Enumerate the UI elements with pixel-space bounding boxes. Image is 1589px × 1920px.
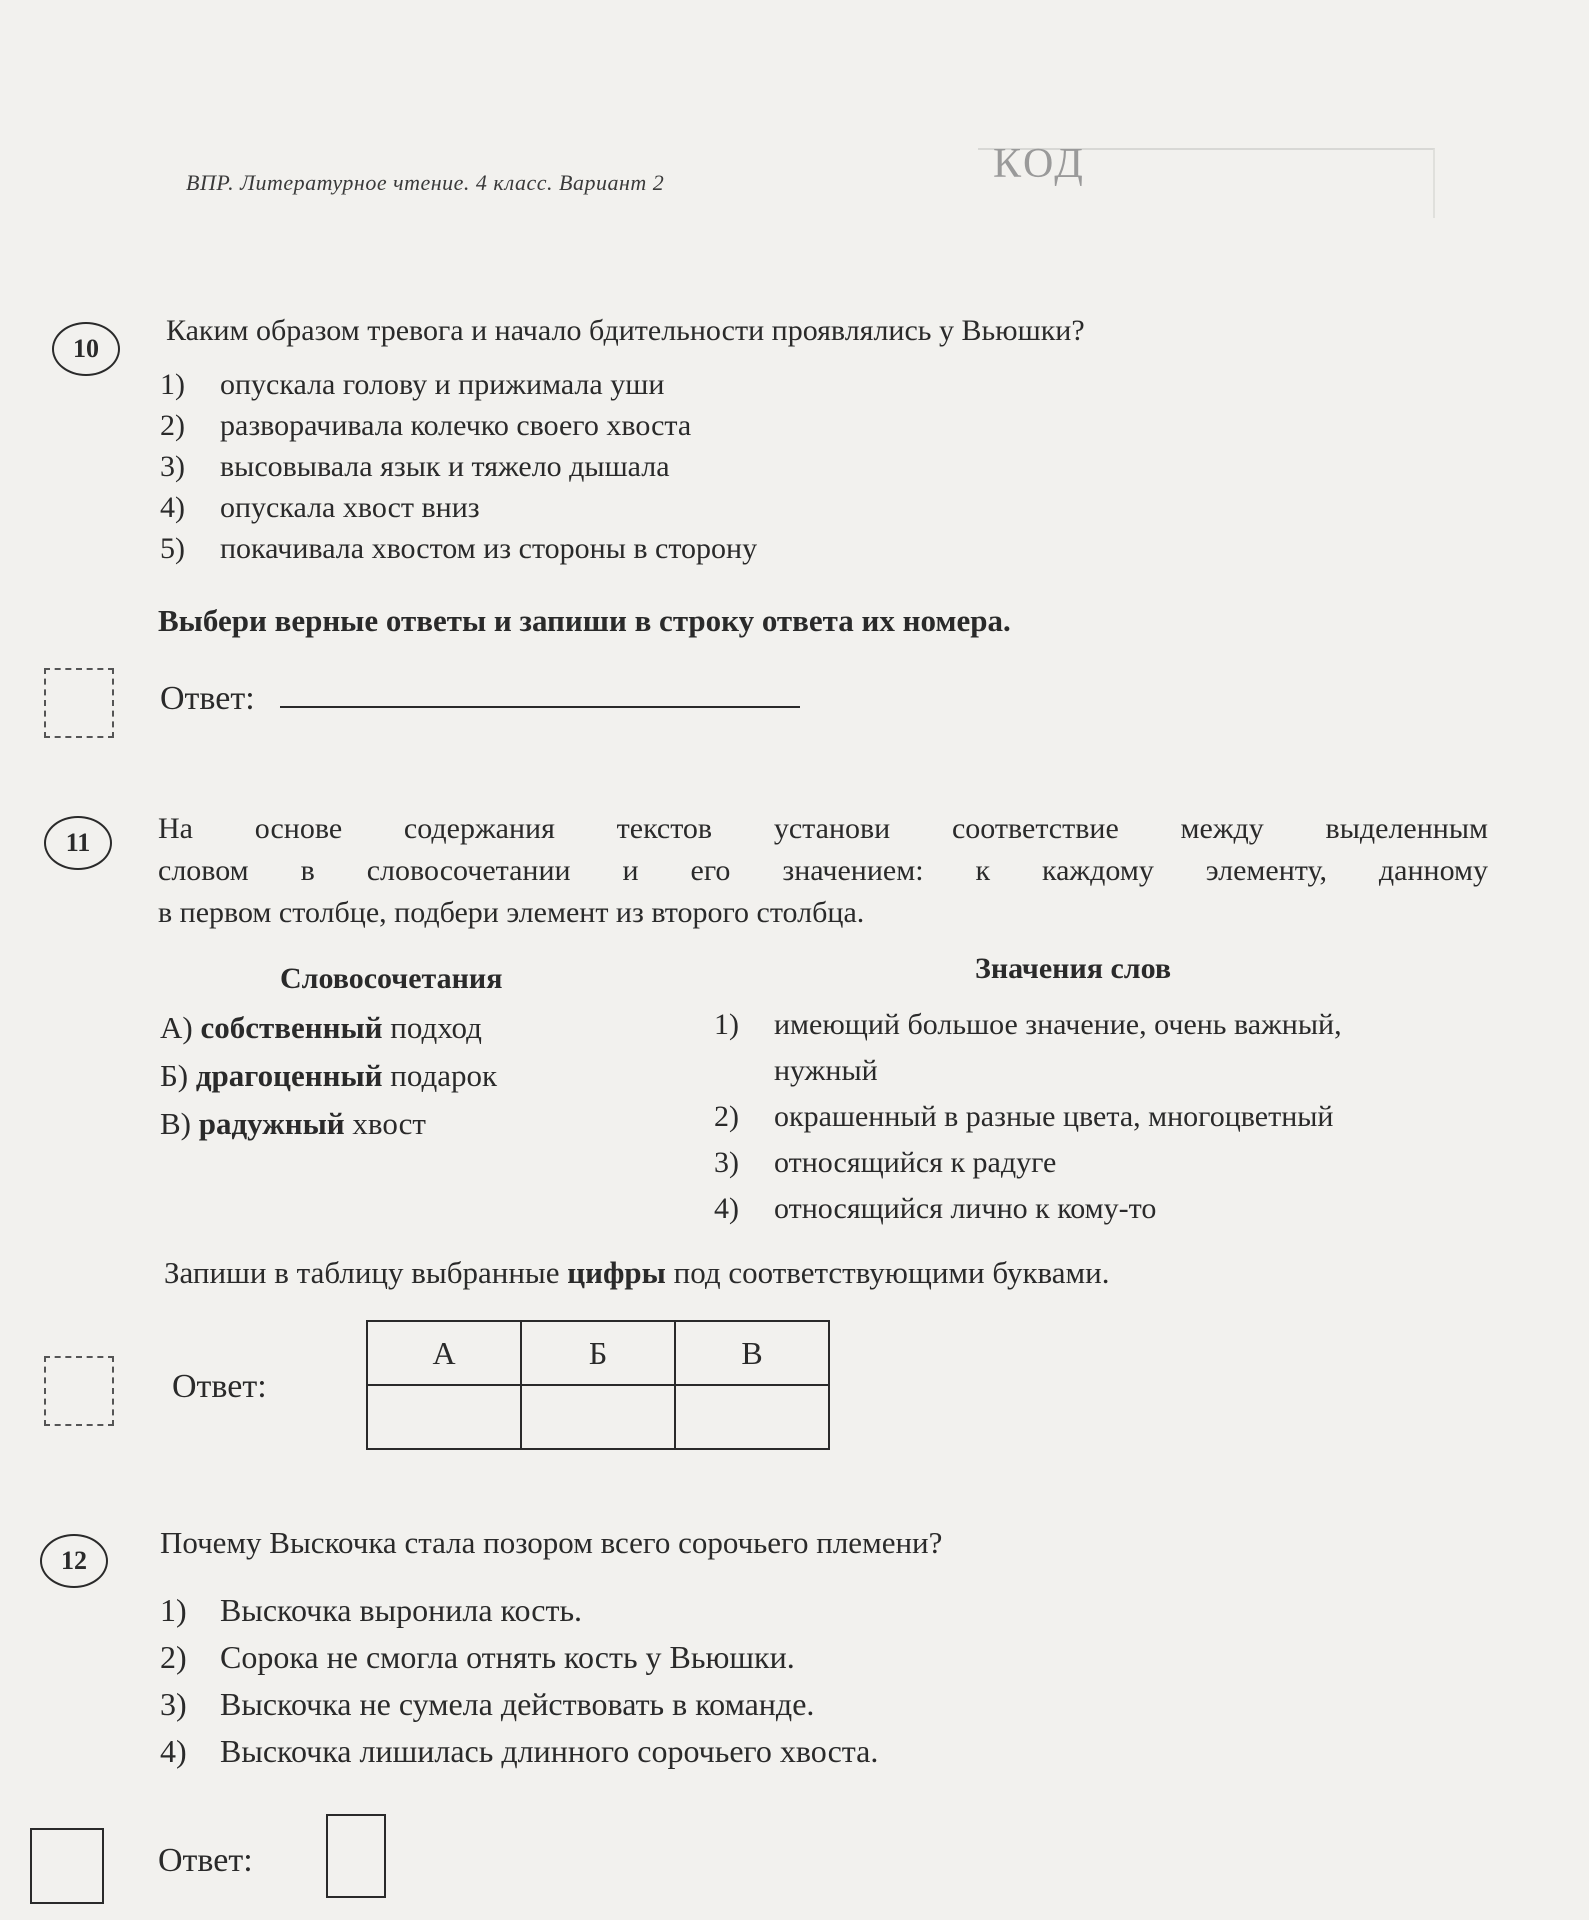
question-number-11: 11 [44, 816, 112, 870]
answer-cell-v[interactable] [675, 1385, 829, 1449]
option-text: Выскочка выронила кость. [220, 1592, 583, 1628]
option-text: высовывала язык и тяжело дышала [220, 450, 670, 483]
phrase-letter: А) [160, 1010, 193, 1045]
right-column-items [714, 1002, 1342, 1232]
option-number: 3) [160, 450, 185, 483]
option [160, 1639, 878, 1676]
answer-cell-a[interactable] [367, 1385, 521, 1449]
option-text: разворачивала колечко своего хвоста [220, 409, 692, 442]
instruction-text: под соответствующими буквами. [665, 1255, 1110, 1290]
table-header-v: В [675, 1321, 829, 1385]
option [160, 491, 757, 525]
option-number: 3) [160, 1686, 187, 1722]
score-box-12 [30, 1828, 104, 1904]
meaning-text: относящийся к радуге [774, 1146, 1057, 1179]
page-header-title: ВПР. Литературное чтение. 4 класс. Вариант 2 [186, 170, 665, 195]
option-text: Выскочка лишилась длинного сорочьего хвоста. [220, 1733, 879, 1769]
phrase-rest: подход [382, 1010, 482, 1045]
answer-table-11 [366, 1320, 830, 1450]
option-text: опускала голову и прижимала уши [220, 368, 665, 401]
phrase-item [160, 1010, 497, 1046]
answer-label-10: Ответ: [160, 680, 255, 717]
meaning-number: 4) [714, 1192, 739, 1225]
option [160, 450, 757, 484]
phrase-letter: Б) [160, 1058, 189, 1093]
meaning-text: имеющий большое значение, очень важный, [774, 1008, 1342, 1041]
score-box-10 [44, 668, 114, 738]
meaning-text: нужный [774, 1054, 878, 1087]
meaning-item [714, 1002, 1342, 1048]
option-text: Сорока не смогла отнять кость у Вьюшки. [220, 1639, 795, 1675]
question-10-text: Каким образом тревога и начало бдительности проявлялись у Вьюшки? [166, 314, 1085, 347]
question-11-line-2: словом в словосочетании и его значением: к каждому элементу, данному [158, 854, 1488, 887]
table-header-a: А [367, 1321, 521, 1385]
meaning-text: относящийся лично к кому-то [774, 1192, 1157, 1225]
score-box-11 [44, 1356, 114, 1426]
phrase-keyword: драгоценный [195, 1058, 383, 1093]
option-number: 2) [160, 409, 185, 442]
question-12-text: Почему Выскочка стала позором всего сорочьего племени? [160, 1525, 943, 1560]
option-number: 4) [160, 1733, 187, 1769]
left-column-items [160, 1010, 497, 1142]
phrase-keyword: собственный [200, 1010, 383, 1045]
phrase-item [160, 1106, 497, 1142]
phrase-rest: подарок [382, 1058, 498, 1093]
option [160, 1733, 878, 1770]
question-11-line-3: в первом столбце, подбери элемент из второго столбца. [158, 896, 865, 929]
option-number: 2) [160, 1639, 187, 1675]
phrase-letter: В) [160, 1106, 191, 1141]
question-10-instruction: Выбери верные ответы и запиши в строку ответа их номера. [158, 603, 1011, 638]
answer-label-11: Ответ: [172, 1368, 267, 1405]
option [160, 409, 757, 443]
meaning-number [714, 1048, 756, 1094]
meaning-text: окрашенный в разные цвета, многоцветный [774, 1100, 1334, 1133]
option-text: Выскочка не сумела действовать в команде. [220, 1686, 815, 1722]
question-10-options [160, 368, 757, 566]
answer-line-10[interactable] [280, 706, 800, 708]
answer-box-12[interactable] [326, 1814, 386, 1898]
question-number-10: 10 [52, 322, 120, 376]
option-text: опускала хвост вниз [220, 491, 480, 524]
instruction-emphasis: цифры [567, 1255, 666, 1290]
table-header-b: Б [521, 1321, 675, 1385]
meaning-item [714, 1094, 1342, 1140]
answer-label-12: Ответ: [158, 1842, 253, 1879]
option [160, 1592, 878, 1629]
phrase-item [160, 1058, 497, 1094]
instruction-text: Запиши в таблицу выбранные [164, 1255, 568, 1290]
meaning-number: 3) [714, 1146, 739, 1179]
meaning-number: 2) [714, 1100, 739, 1133]
option [160, 368, 757, 402]
question-11-instruction [164, 1252, 1109, 1294]
phrase-rest: хвост [344, 1106, 426, 1141]
meaning-item [714, 1140, 1342, 1186]
answer-cell-b[interactable] [521, 1385, 675, 1449]
option-number: 5) [160, 532, 185, 565]
meaning-number: 1) [714, 1008, 739, 1041]
question-12-options [160, 1592, 878, 1770]
meaning-item [714, 1186, 1342, 1232]
meaning-item [714, 1048, 1342, 1094]
code-label: КОД [993, 141, 1086, 187]
right-column-heading: Значения слов [975, 952, 1172, 985]
left-column-heading: Словосочетания [280, 962, 503, 995]
option [160, 532, 757, 566]
option-number: 1) [160, 368, 185, 401]
option-text: покачивала хвостом из стороны в сторону [220, 532, 758, 565]
option [160, 1686, 878, 1723]
question-number-12: 12 [40, 1534, 108, 1588]
question-11-line-1: На основе содержания текстов установи соответствие между выделенным [158, 812, 1488, 845]
phrase-keyword: радужный [198, 1106, 345, 1141]
option-number: 4) [160, 491, 185, 524]
option-number: 1) [160, 1592, 187, 1628]
